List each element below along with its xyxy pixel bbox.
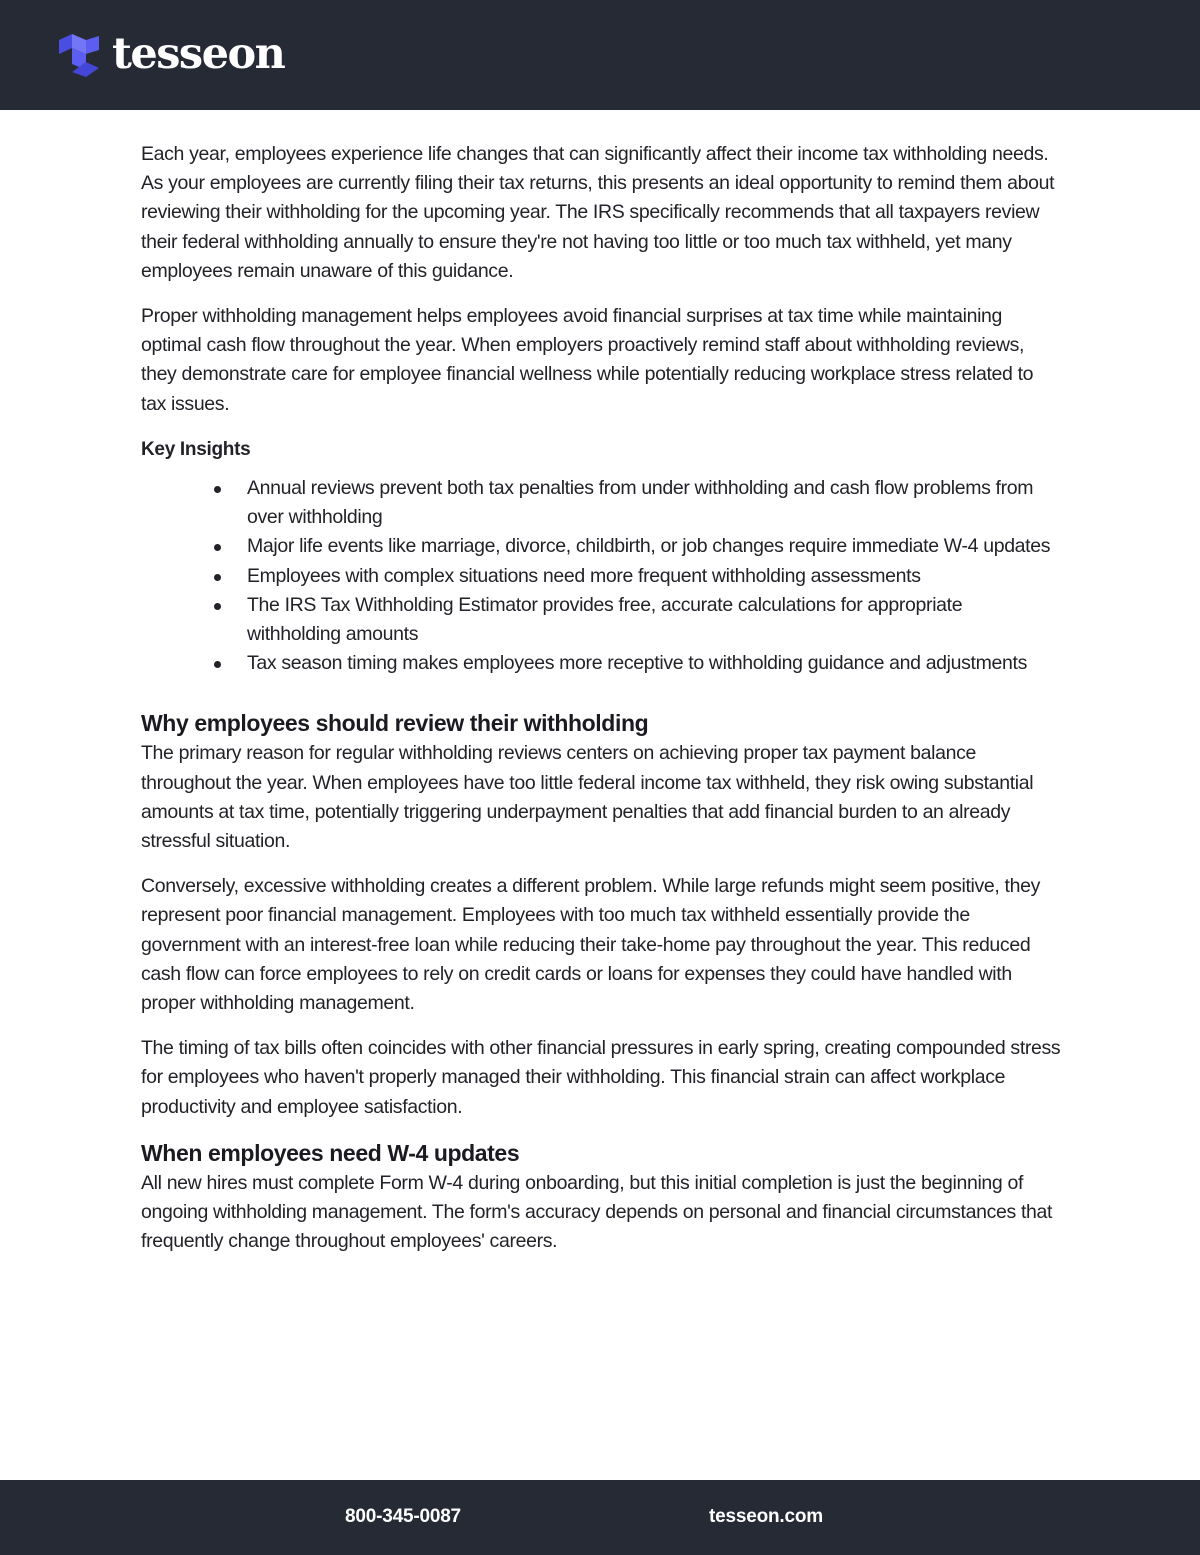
section-paragraph: The primary reason for regular withholding reviews centers on achieving proper tax payment balance throughout the year. When employees have too little federal income tax withheld, they risk owing substantial amounts at tax time, potentially triggering underpayment penalties that add financial burden to an already stressful situation.: [141, 742, 1034, 853]
bullet-icon: [214, 661, 221, 668]
intro-paragraph: Proper withholding management helps employees avoid financial surprises at tax time while maintaining optimal cash flow throughout the year. When employers proactively remind staff about withholding reviews, they demonstrate care for employee financial wellness while potentially reducing workplace stress related to tax issues.: [141, 305, 1034, 415]
list-item: Employees with complex situations need more frequent withholding assessments: [141, 562, 1061, 591]
tesseon-t-mark-icon: [58, 34, 100, 78]
key-insights-list: [141, 474, 1061, 678]
page-header: [0, 0, 1200, 110]
footer-phone[interactable]: 800-345-0087: [345, 1506, 461, 1527]
section-paragraph: Conversely, excessive withholding creates a different problem. While large refunds might seem positive, they represent poor financial management. Employees with too much tax withheld essentially provide the government with an interest-free loan while reducing their take-home pay throughout the year. This reduced cash flow can force employees to rely on credit cards or loans for expenses they could have handled with proper withholding management.: [141, 875, 1041, 1015]
bullet-icon: [214, 603, 221, 610]
list-item: Annual reviews prevent both tax penalties from under withholding and cash flow problems from over withholding: [141, 474, 1061, 532]
article-body: [141, 140, 1061, 1273]
bullet-icon: [214, 574, 221, 581]
bullet-icon: [214, 486, 221, 493]
logo-wordmark: tesseon: [112, 29, 285, 79]
page-footer: [0, 1480, 1200, 1555]
list-item: Tax season timing makes employees more receptive to withholding guidance and adjustments: [141, 649, 1061, 678]
list-item: Major life events like marriage, divorce, childbirth, or job changes require immediate W-4 updates: [141, 532, 1061, 561]
section-paragraph: The timing of tax bills often coincides with other financial pressures in early spring, creating compounded stress for employees who haven't properly managed their withholding. This financial strain can affect workplace productivity and employee satisfaction.: [141, 1037, 1061, 1118]
section-heading-why: Why employees should review their withholding: [141, 710, 649, 737]
tesseon-logo[interactable]: [58, 29, 285, 79]
section-heading-when: When employees need W-4 updates: [141, 1139, 520, 1166]
section-paragraph: All new hires must complete Form W-4 during onboarding, but this initial completion is just the beginning of ongoing withholding management. The form's accuracy depends on personal and financial circumstances that frequently change throughout employees' careers.: [141, 1171, 1053, 1253]
intro-paragraph: Each year, employees experience life changes that can significantly affect their income tax withholding needs. As your employees are currently filing their tax returns, this presents an ideal opportunity to remind them about reviewing their withholding for the upcoming year. The IRS specifically recommends that all taxpayers review their federal withholding annually to ensure they're not having too little or too much tax withheld, yet many employees remain unaware of this guidance.: [141, 143, 1055, 282]
list-item: The IRS Tax Withholding Estimator provides free, accurate calculations for appropriate withholding amounts: [141, 591, 1061, 649]
footer-website-link[interactable]: tesseon.com: [709, 1506, 823, 1527]
bullet-icon: [214, 544, 221, 551]
key-insights-title: Key Insights: [141, 438, 251, 460]
